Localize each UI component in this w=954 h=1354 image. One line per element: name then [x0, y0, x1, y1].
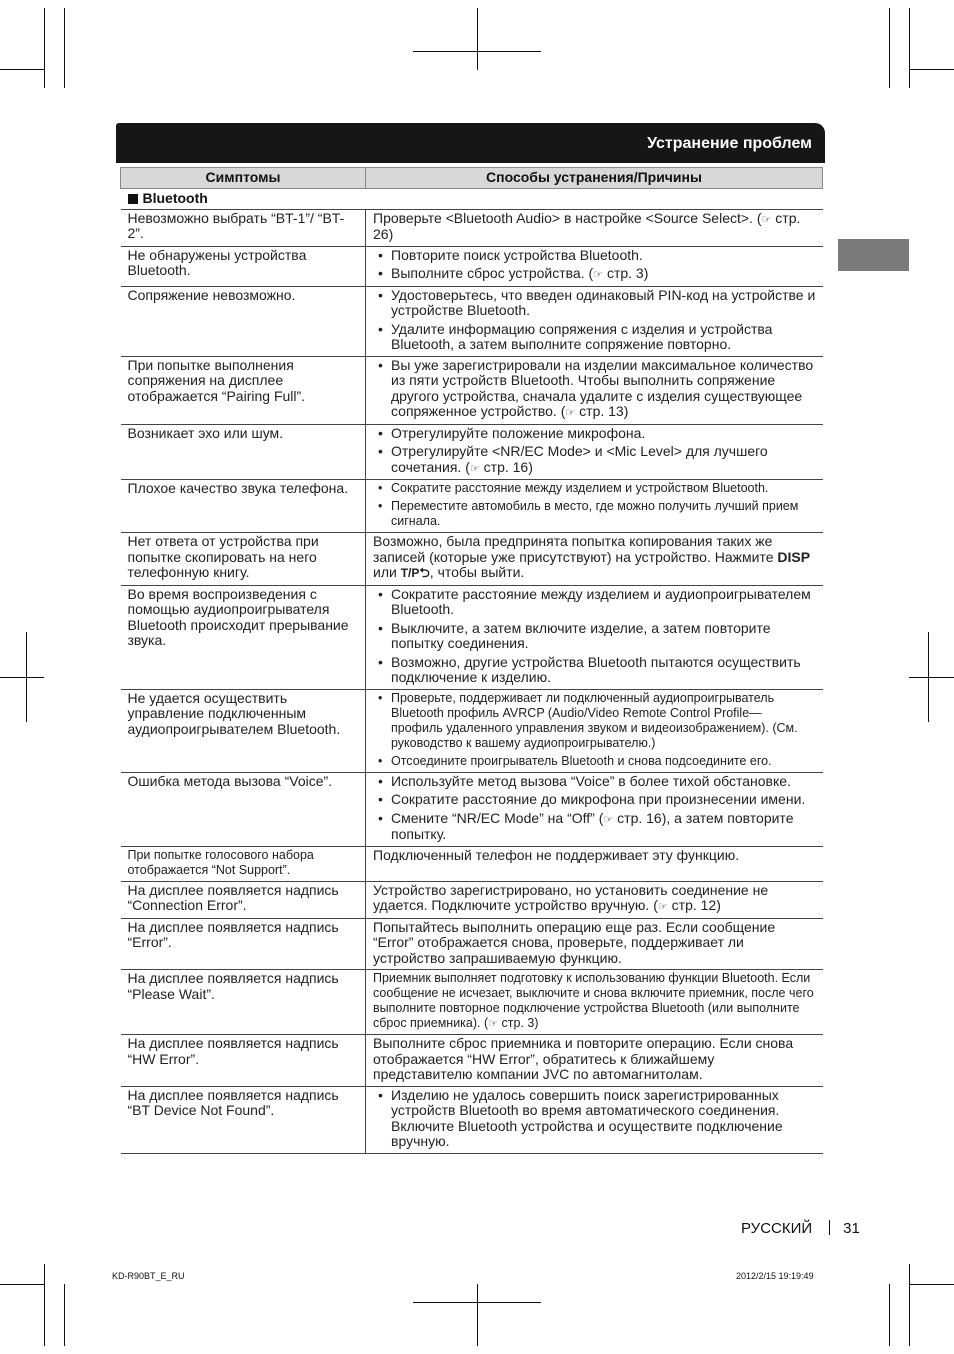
section-title: Bluetooth: [142, 190, 208, 206]
crop-mark: [477, 8, 478, 70]
list-item: [373, 754, 817, 769]
list-item: [373, 1088, 817, 1150]
list-item: [373, 322, 817, 353]
symptom-cell: [121, 533, 366, 586]
crop-mark: [0, 677, 44, 678]
symptom-cell: [121, 772, 366, 846]
list-item: [373, 288, 817, 319]
solution-text: Изделию не удалось совершить поиск зарегистрированных устройств Bluetooth во время автоматического соединения. Включите Bluetooth устройства и осуществите подключение вручную.: [391, 1086, 783, 1149]
table-row: [121, 533, 823, 586]
solution-list: [373, 691, 817, 769]
solution-text: Повторите поиск устройства Bluetooth.: [391, 246, 643, 263]
table-row: [121, 970, 823, 1035]
list-item: [373, 587, 817, 618]
symptom-cell: [121, 209, 366, 246]
list-item: [373, 691, 817, 751]
list-item: [373, 481, 817, 496]
side-tab-marker: [838, 239, 909, 271]
crop-mark: [477, 1284, 478, 1346]
solution-text: Проверьте <Bluetooth Audio> в настройке <Source Select>.: [373, 209, 753, 226]
solution-text: Сократите расстояние до микрофона при произнесении имени.: [391, 791, 806, 807]
crop-mark: [64, 1284, 65, 1346]
section-title-cell: [121, 189, 823, 210]
solution-cell: [366, 846, 823, 881]
section-header: [116, 123, 825, 163]
solution-list: [373, 481, 817, 529]
solution-text: Устройство зарегистрировано, но установить соединение не удается. Подключите устройство вручную.: [373, 881, 769, 913]
solution-cell: Приемник выполняет подготовку к использованию функции Bluetooth. Если сообщение не исчезает, выключите и снова включите приемник, после чего выполните повторное подключение устройства Bluetooth (или выполните сброс приемника). (☞ стр. 3): [366, 970, 823, 1035]
table-row: [121, 286, 823, 356]
solution-text: Приемник выполняет подготовку к использованию функции Bluetooth. Если сообщение не исчезает, выключите и снова включите приемник, после чего выполните повторное подключение устройства Bluetooth (или выполните сброс приемника).: [373, 971, 814, 1030]
solution-text: Возможно, была предпринята попытка копирования таких же записей (которые уже присутствуют) на устройство. Нажмите: [373, 533, 774, 565]
solution-text: Попытайтесь выполнить операцию еще раз. Если сообщение “Error” отображается снова, проверьте, поддерживает ли устройство запрашиваемую функцию.: [373, 918, 776, 966]
column-header-solutions: Способы устранения/Причины: [366, 168, 823, 189]
table-row: [121, 846, 823, 881]
crop-mark: [909, 1284, 954, 1285]
symptom-text: На дисплее появляется надпись “Connection Error”.: [127, 881, 339, 913]
crop-mark: [909, 8, 910, 88]
solution-text: Удостоверьтесь, что введен одинаковый PIN-код на устройстве и устройстве Bluetooth.: [391, 286, 816, 318]
solution-cell: [366, 1086, 823, 1153]
solution-cell: [366, 424, 823, 480]
troubleshooting-table: [120, 167, 823, 1154]
disp-button-label: DISP: [777, 548, 811, 565]
solution-cell: Проверьте <Bluetooth Audio> в настройке <Source Select>. (☞ стр. 26): [366, 209, 823, 246]
symptom-text: На дисплее появляется надпись “BT Device Not Found”.: [127, 1086, 339, 1118]
page-reference: стр. 13): [579, 403, 629, 419]
symptom-cell: [121, 970, 366, 1035]
list-item: [373, 774, 817, 790]
solution-cell: [366, 585, 823, 689]
solution-text: Вы уже зарегистрировали на изделии максимальное количество из пяти устройств Bluetooth. Чтобы выполнить сопряжение другого устройства, сначала удалите с изделия существующее сопряженное устройство.: [391, 356, 814, 419]
symptom-text: Не удается осуществить управление подключенным аудиопроигрывателем Bluetooth.: [127, 689, 341, 737]
solution-text: Отсоедините проигрыватель Bluetooth и снова подсоедините его.: [391, 753, 772, 768]
crop-mark: [44, 8, 45, 88]
symptom-text: На дисплее появляется надпись “HW Error”.: [127, 1035, 339, 1067]
symptom-text: На дисплее появляется надпись “Error”.: [127, 918, 339, 950]
symptom-text: Сопряжение невозможно.: [127, 286, 296, 303]
symptom-cell: [121, 585, 366, 689]
crop-mark: [64, 8, 65, 88]
symptom-cell: [121, 846, 366, 881]
reference-hand-icon: ☞: [761, 212, 772, 226]
table-row: [121, 585, 823, 689]
print-date: 2012/2/15 19:19:49: [736, 1271, 814, 1281]
page-reference: стр. 16), а затем повторите попытку.: [391, 809, 794, 842]
solution-text: Выполните сброс приемника и повторите операцию. Если снова отображается “HW Error”, обратитесь к ближайшему представителю компании JVC по автомагнитолам.: [373, 1035, 794, 1082]
reference-hand-icon: ☞: [488, 1017, 499, 1030]
solution-text: Сократите расстояние между изделием и устройством Bluetooth.: [391, 481, 769, 495]
solution-text: Выполните сброс устройства.: [391, 265, 585, 281]
list-item: [373, 655, 817, 686]
symptom-text: Не обнаружены устройства Bluetooth.: [127, 246, 307, 278]
solution-list: [373, 358, 817, 421]
return-arrow-icon: ⮌: [419, 566, 430, 581]
symptom-cell: [121, 480, 366, 533]
crop-mark: [889, 8, 890, 88]
symptom-cell: [121, 1035, 366, 1087]
solution-cell: [366, 918, 823, 970]
symptom-text: Возникает эхо или шум.: [127, 424, 284, 441]
reference-hand-icon: ☞: [469, 461, 480, 475]
language-label: РУССКИЙ: [741, 1220, 813, 1237]
solution-cell: [366, 772, 823, 846]
page-footer: [741, 1220, 860, 1237]
symptom-cell: [121, 881, 366, 918]
solution-text: или: [373, 564, 397, 580]
symptom-text: Нет ответа от устройства при попытке скопировать на него телефонную книгу.: [127, 533, 319, 580]
solution-cell: [366, 1035, 823, 1087]
solution-cell: [366, 533, 823, 586]
symptom-cell: [121, 286, 366, 356]
page-reference: стр. 16): [483, 458, 533, 475]
reference-hand-icon: ☞: [657, 900, 668, 913]
crop-mark: [909, 677, 954, 678]
symptom-cell: [121, 1086, 366, 1153]
solution-text: Смените “NR/EC Mode” на “Off”: [391, 809, 595, 826]
column-header-symptoms: Симптомы: [121, 168, 366, 189]
page-number: 31: [843, 1220, 860, 1237]
symptom-text: При попытке выполнения сопряжения на дисплее отображается “Pairing Full”.: [127, 356, 306, 404]
solution-text: Отрегулируйте <NR/EC Mode> и <Mic Level> для лучшего сочетания.: [391, 443, 768, 475]
list-item: • Вы уже зарегистрировали на изделии максимальное количество из пяти устройств Bluetooth. Чтобы выполнить сопряжение другого устройства, сначала удалите с изделия существующее сопряженное устройство. (☞ стр. 13): [373, 358, 817, 421]
symptom-text: На дисплее появляется надпись “Please Wait”.: [127, 970, 339, 1002]
solution-text: Выключите, а затем включите изделие, а затем повторите попытку соединения.: [391, 619, 771, 651]
page-reference: стр. 12): [671, 897, 721, 913]
solution-text: Отрегулируйте положение микрофона.: [391, 424, 646, 441]
solution-list: [373, 426, 817, 477]
solution-text: Проверьте, поддерживает ли подключенный аудиопроигрыватель Bluetooth профиль AVRCP (Audio/Video Remote Control Profile— профиль удаленного управления звуком и видеоизображением). (См. руководство к вашему аудиопроигрывателю.): [391, 690, 798, 750]
table-row: [121, 881, 823, 918]
page-reference: стр. 3): [606, 265, 649, 281]
solution-cell: [366, 286, 823, 356]
table-row: [121, 480, 823, 533]
symptom-text: Во время воспроизведения с помощью аудиопроигрывателя Bluetooth происходит прерывание звука.: [127, 585, 349, 648]
tp-button-label: T/P: [400, 566, 420, 580]
list-item: [373, 499, 817, 529]
symptom-cell: [121, 424, 366, 480]
page-reference: стр. 26): [373, 209, 801, 242]
solution-text: Переместите автомобиль в место, где можно получить лучший прием сигнала.: [391, 499, 799, 528]
solution-list: [373, 1088, 817, 1150]
table-row: [121, 772, 823, 846]
table-row: [121, 246, 823, 286]
list-item: • Отрегулируйте <NR/EC Mode> и <Mic Level> для лучшего сочетания. (☞ стр. 16): [373, 444, 817, 476]
symptom-cell: [121, 356, 366, 424]
solution-cell: [366, 689, 823, 772]
symptom-text: При попытке голосового набора отображается “Not Support”.: [127, 847, 314, 877]
symptom-text: Плохое качество звука телефона.: [127, 480, 349, 496]
table-row: [121, 356, 823, 424]
table-row: [121, 1035, 823, 1087]
crop-mark: [0, 1284, 44, 1285]
symptom-text: Невозможно выбрать “BT-1”/ “BT-2”.: [127, 209, 345, 241]
symptom-cell: [121, 918, 366, 970]
crop-mark: [909, 69, 954, 70]
solution-text: , чтобы выйти.: [429, 564, 525, 580]
solution-text: Используйте метод вызова “Voice” в более тихой обстановке.: [391, 772, 791, 789]
page-title: Устранение проблем: [647, 135, 812, 152]
solution-text: Сократите расстояние между изделием и аудиопроигрывателем Bluetooth.: [391, 585, 811, 617]
table-row: [121, 918, 823, 970]
reference-hand-icon: ☞: [593, 268, 604, 281]
list-item: [373, 248, 817, 264]
list-item: [373, 426, 817, 442]
page-reference: стр. 3): [501, 1016, 539, 1030]
table-row: [121, 1086, 823, 1153]
solution-list: [373, 774, 817, 843]
crop-mark: [0, 69, 44, 70]
solution-text: Удалите информацию сопряжения с изделия и устройства Bluetooth, а затем выполните сопряжение повторно.: [391, 320, 773, 352]
symptom-cell: [121, 689, 366, 772]
solution-cell: [366, 480, 823, 533]
square-bullet-icon: [128, 194, 138, 204]
table-row: [121, 689, 823, 772]
solution-text: Возможно, другие устройства Bluetooth пытаются осуществить подключение к изделию.: [391, 653, 801, 685]
footer-divider: [829, 1220, 830, 1235]
section-row: [121, 189, 823, 210]
crop-mark: [909, 1264, 910, 1346]
solution-cell: Устройство зарегистрировано, но установить соединение не удается. Подключите устройство вручную. (☞ стр. 12): [366, 881, 823, 918]
list-item: [373, 792, 817, 808]
reference-hand-icon: ☞: [603, 812, 614, 826]
table-header-row: [121, 168, 823, 189]
solution-list: [373, 288, 817, 353]
symptom-cell: [121, 246, 366, 286]
reference-hand-icon: ☞: [565, 406, 576, 419]
table-row: [121, 424, 823, 480]
symptom-text: Ошибка метода вызова “Voice”.: [127, 772, 333, 789]
solution-cell: [366, 356, 823, 424]
list-item: • Смените “NR/EC Mode” на “Off” (☞ стр. 16), а затем повторите попытку.: [373, 811, 817, 843]
solution-list: [373, 248, 817, 283]
solution-text: Подключенный телефон не поддерживает эту функцию.: [373, 846, 740, 863]
crop-mark: [889, 1284, 890, 1346]
solution-list: [373, 587, 817, 686]
list-item: [373, 621, 817, 652]
table-row: [121, 209, 823, 246]
crop-mark: [44, 1264, 45, 1346]
print-code: KD-R90BT_E_RU: [112, 1271, 185, 1281]
solution-cell: [366, 246, 823, 286]
list-item: • Выполните сброс устройства. (☞ стр. 3): [373, 266, 817, 283]
